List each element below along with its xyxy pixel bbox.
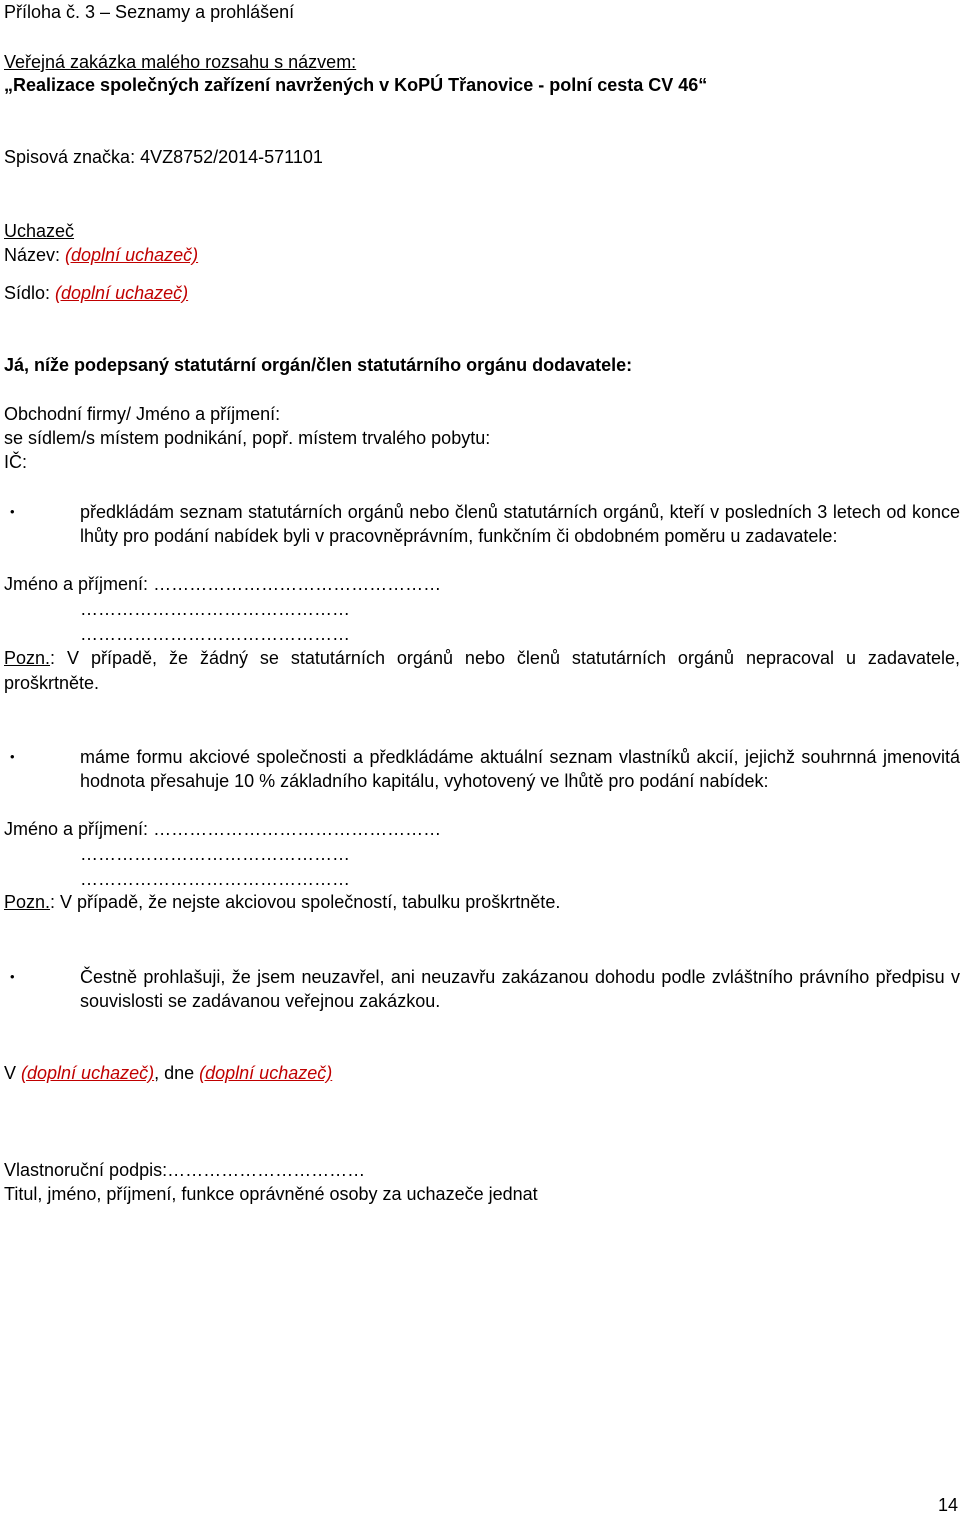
section3-text: Čestně prohlašuji, že jsem neuzavřel, ani neuzavřu zakázanou dohodu podle zvláštního právního předpisu v souvislosti se zadávanou veřejnou zakázkou. <box>80 967 960 1011</box>
section1-note <box>4 646 960 695</box>
bullet-icon: • <box>10 749 15 764</box>
section2-name-label: Jméno a příjmení: <box>4 819 154 839</box>
applicant-name-line <box>4 244 198 266</box>
section1-text: předkládám seznam statutárních orgánů nebo členů statutárních orgánů, kteří v posledních 3 letech od konce lhůty pro podání nabídek byli v pracovněprávním, funkčním či obdobném poměru u zadavatele: <box>80 502 960 546</box>
declaration-ico-line: IČ: <box>4 452 28 472</box>
section2-text: máme formu akciové společnosti a předkládáme aktuální seznam vlastníků akcií, jejichž souhrnná jmenovitá hodnota přesahuje 10 % základního kapitálu, vyhotovený ve lhůtě pro podání nabídek: <box>80 747 960 791</box>
file-reference: Spisová značka: 4VZ8752/2014-571101 <box>4 147 323 167</box>
page-number: 14 <box>937 1495 958 1515</box>
tender-intro: Veřejná zakázka malého rozsahu s názvem: <box>4 52 357 72</box>
signature-line <box>4 1159 365 1181</box>
signature-caption: Titul, jméno, příjmení, funkce oprávněné osoby za uchazeče jednat <box>4 1184 538 1204</box>
section1-dots-c: ……………………………………… <box>80 624 350 644</box>
applicant-seat-placeholder[interactable]: (doplní uchazeč) <box>55 283 189 303</box>
applicant-name-placeholder[interactable]: (doplní uchazeč) <box>65 245 199 265</box>
bullet-icon: • <box>10 969 15 984</box>
section2-note-label: Pozn. <box>4 892 51 912</box>
applicant-seat-label: Sídlo: <box>4 283 56 303</box>
applicant-name-label: Název: <box>4 245 66 265</box>
place-prefix: V <box>4 1063 22 1083</box>
section1-note-text: : V případě, že žádný se statutárních orgánů nebo členů statutárních orgánů nepracoval u zadavatele, proškrtněte. <box>4 648 960 693</box>
signature-label: Vlastnoruční podpis: <box>4 1160 168 1180</box>
tender-name: „Realizace společných zařízení navržených v KoPÚ Třanovice - polní cesta CV 46“ <box>4 75 708 95</box>
applicant-heading: Uchazeč <box>4 221 75 241</box>
applicant-seat-line <box>4 282 188 304</box>
declaration-seat-line: se sídlem/s místem podnikání, popř. místem trvalého pobytu: <box>4 428 491 448</box>
section2-name-line <box>4 818 441 840</box>
section1-name-line <box>4 573 441 595</box>
place-date-line <box>4 1062 332 1084</box>
section2-note-text: : V případě, že nejste akciovou společností, tabulku proškrtněte. <box>50 892 561 912</box>
section2-dots-b: ……………………………………… <box>80 844 350 864</box>
declaration-company-line: Obchodní firmy/ Jméno a příjmení: <box>4 404 281 424</box>
declaration-intro: Já, níže podepsaný statutární orgán/člen statutárního orgánu dodavatele: <box>4 355 633 375</box>
section1-dots-a: ………………………………………… <box>153 574 442 594</box>
section2-dots-a: ………………………………………… <box>153 819 442 839</box>
bullet-icon: • <box>10 504 15 519</box>
section2-note <box>4 891 560 913</box>
place-placeholder[interactable]: (doplní uchazeč) <box>21 1063 155 1083</box>
date-placeholder[interactable]: (doplní uchazeč) <box>199 1063 333 1083</box>
date-prefix: , dne <box>154 1063 200 1083</box>
signature-dots: …………………………… <box>167 1160 366 1180</box>
section1-dots-b: ……………………………………… <box>80 599 350 619</box>
attachment-title: Příloha č. 3 – Seznamy a prohlášení <box>4 2 295 22</box>
section2-dots-c: ……………………………………… <box>80 869 350 889</box>
section1-name-label: Jméno a příjmení: <box>4 574 154 594</box>
section1-note-label: Pozn. <box>4 648 51 668</box>
